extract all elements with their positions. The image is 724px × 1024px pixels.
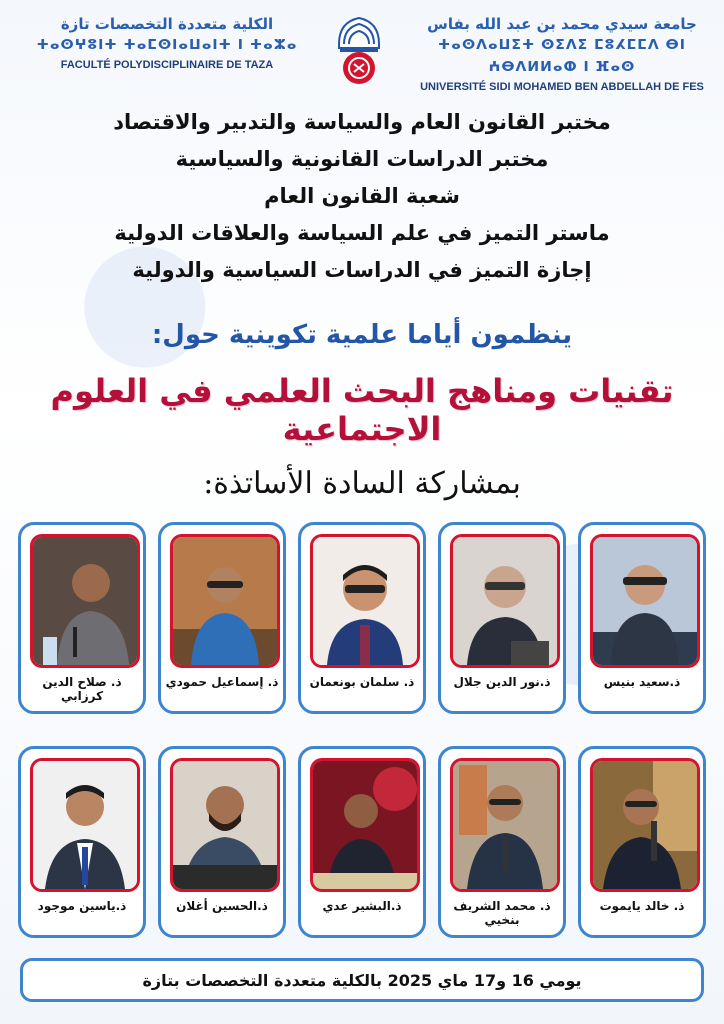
speaker-photo [170, 534, 280, 668]
speaker-name: ذ.ياسين موجود [37, 899, 127, 913]
speaker-name: ذ.الحسين أغلان [176, 899, 268, 913]
organizers-list [0, 104, 724, 289]
header-faculty [12, 14, 322, 74]
speaker-card [298, 746, 426, 938]
faculty-name-fr: FACULTÉ POLYDISCIPLINAIRE DE TAZA [60, 59, 274, 71]
speaker-card [18, 746, 146, 938]
faculty-name-tifinagh: ⵜⴰⵙⵖⵓⵏⵜ ⵜⴰⵎⵙⵏⴰⵡⴰⵏⵜ ⵏ ⵜⴰⵣⴰ [36, 37, 298, 53]
speaker-photo [310, 758, 420, 892]
university-name-fr: UNIVERSITÉ SIDI MOHAMED BEN ABDELLAH DE FES [420, 81, 704, 93]
speaker-photo [590, 758, 700, 892]
speaker-name: ذ. صلاح الدين كرزابي [42, 675, 122, 703]
faculty-name-ar: الكلية متعددة التخصصات تازة [60, 15, 274, 33]
event-dates-text: يومي 16 و17 ماي 2025 بالكلية متعددة التخصصات بتازة [142, 970, 582, 990]
speaker-photo [590, 534, 700, 668]
speaker-photo [450, 758, 560, 892]
event-topic: تقنيات ومناهج البحث العلمي في العلوم الاجتماعية [50, 372, 674, 448]
organizer-line: مختبر الدراسات القانونية والسياسية [175, 147, 549, 171]
speaker-name: ذ. سلمان بونعمان [309, 675, 415, 689]
participation-heading: بمشاركة السادة الأساتذة: [203, 466, 521, 501]
speaker-photo [310, 534, 420, 668]
speaker-photo [30, 534, 140, 668]
speaker-name: ذ. إسماعيل حمودي [165, 675, 279, 689]
university-name-ar: جامعة سيدي محمد بن عبد الله بفاس [427, 15, 697, 33]
speaker-name: ذ.نور الدين جلال [453, 675, 551, 689]
speaker-card [298, 522, 426, 714]
speaker-photo [30, 758, 140, 892]
organizer-line: ماستر التميز في علم السياسة والعلاقات الدولية [114, 221, 610, 245]
event-dates-footer [20, 958, 704, 1002]
speaker-card [438, 746, 566, 938]
speaker-card [18, 522, 146, 714]
speaker-card [578, 522, 706, 714]
speaker-card [158, 522, 286, 714]
organizer-line: شعبة القانون العام [264, 184, 460, 208]
organizer-line: إجازة التميز في الدراسات السياسية والدولية [132, 258, 592, 282]
speaker-photo [170, 758, 280, 892]
organizer-line: مختبر القانون العام والسياسة والتدبير والاقتصاد [113, 110, 611, 134]
speaker-name: ذ. محمد الشريف بنخيي [453, 899, 551, 927]
speaker-name: ذ. خالد يايموت [599, 899, 685, 913]
speaker-name: ذ.البشير عدي [322, 899, 402, 913]
university-name-tifinagh: ⵜⴰⵙⴷⴰⵡⵉⵜ ⵙⵉⴷⵉ ⵎⵓⵃⵎⵎⴷ ⴱⵏ ⵄⴱⴷⵍⵍⴰⵀ ⵏ ⴼⴰⵙ [438, 37, 686, 75]
header-university [408, 14, 716, 96]
speaker-card [578, 746, 706, 938]
speaker-card [438, 522, 566, 714]
university-logo [334, 14, 384, 86]
speaker-card [158, 746, 286, 938]
speaker-photo [450, 534, 560, 668]
organize-heading: ينظمون أياما علمية تكوينية حول: [151, 320, 573, 350]
speaker-name: ذ.سعيد بنيس [603, 675, 681, 689]
